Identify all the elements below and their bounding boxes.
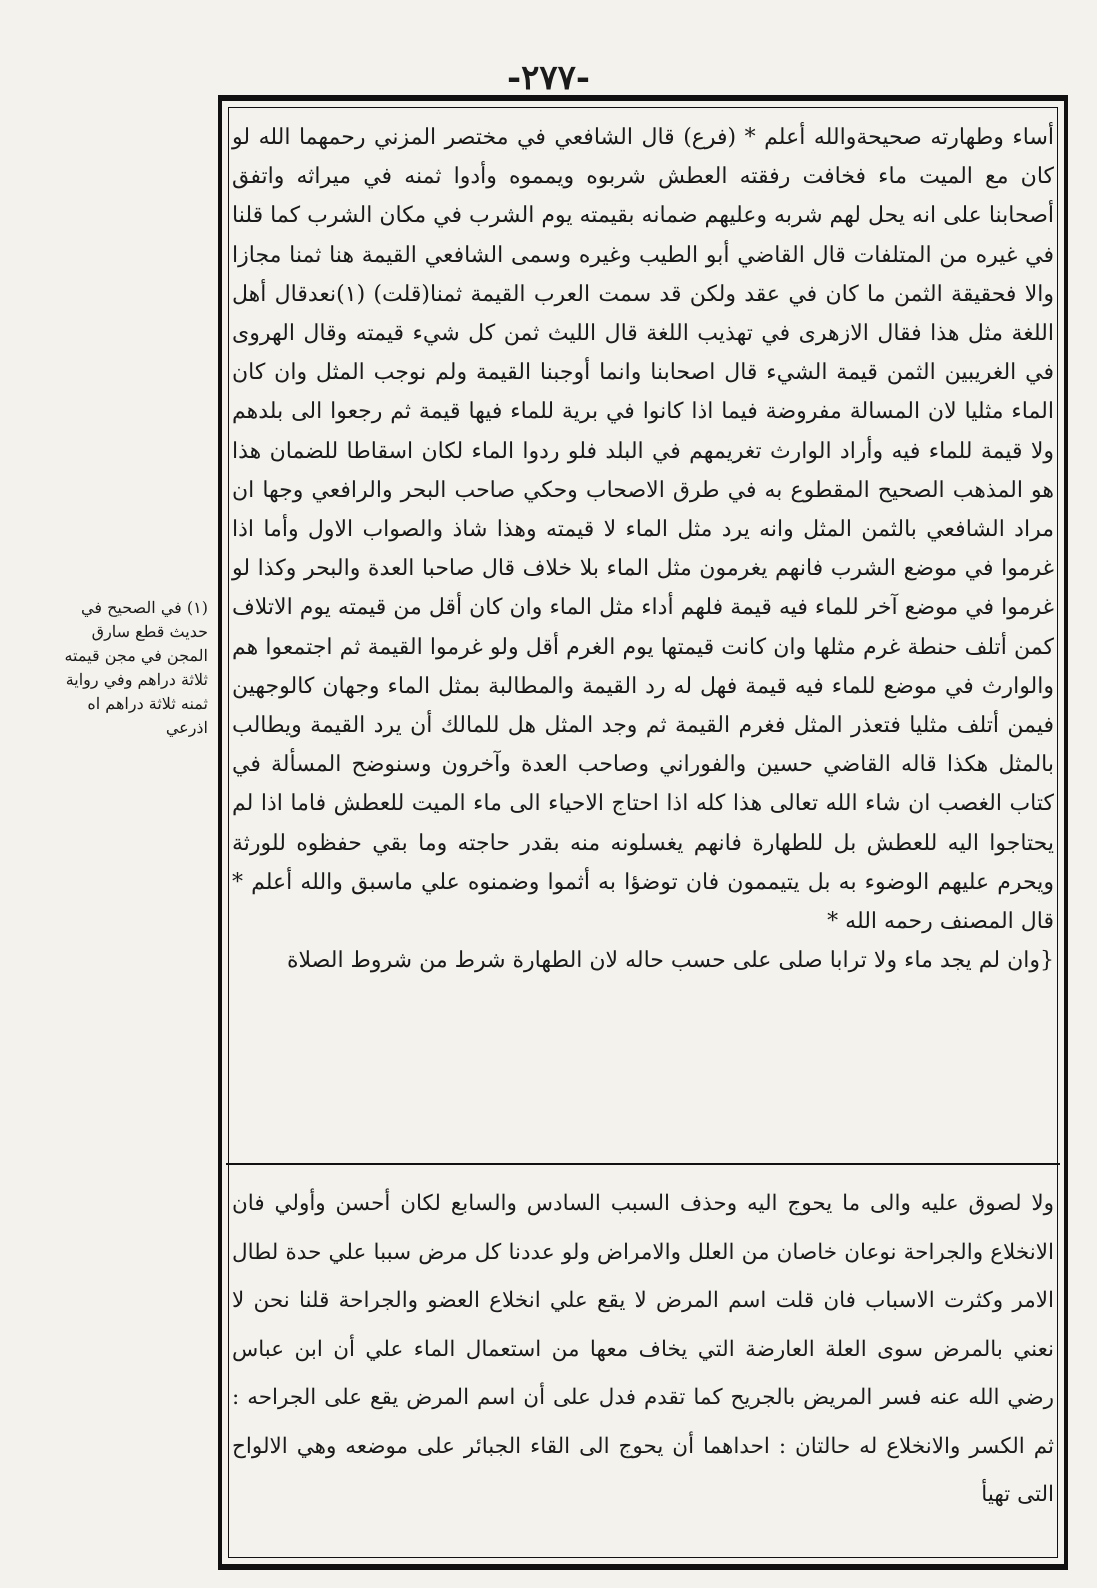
margin-note: (١) في الصحيح في حديث قطع سارق المجن في مجن قيمته ثلاثة دراهم وفي رواية ثمنه ثلاثة دراهم اه اذرعي — [64, 598, 208, 737]
commentary-text — [232, 1180, 1054, 1560]
divider-line — [226, 1163, 1060, 1165]
commentary-paragraph: ولا لصوق عليه والى ما يحوج اليه وحذف السبب السادس والسابع لكان أحسن وأولي فان الانخلاع والجراحة نوعان خاصان من العلل والامراض ولو عددنا كل مرض سببا علي حدة لطال الامر وكثرت الاسباب فان قلت اسم المرض لا يقع علي انخلاع العضو والجراحة قلنا نحن لا نعني بالمرض سوى العلة العارضة التي يخاف معها من استعمال الماء علي أن ابن عباس رضي الله عنه فسر المريض بالجريح كما تقدم فدل على أن اسم المرض يقع على الجراحه : ثم الكسر والانخلاع له حالتان : احداهما أن يحوج الى القاء الجبائر على موضعه وهي الالواح التى تهيأ — [232, 1191, 1054, 1507]
main-text — [232, 118, 1054, 1158]
page-number: -٢٧٧- — [506, 58, 591, 98]
main-paragraph-last: {وان لم يجد ماء ولا ترابا صلى على حسب حاله لان الطهارة شرط من شروط الصلاة — [287, 948, 1054, 974]
main-paragraph: أساء وطهارته صحيحةوالله أعلم * (فرع) قال الشافعي في مختصر المزني رحمهما الله لو كان مع الميت ماء فخافت رفقته العطش شربوه ويمموه وأدوا ثمنه في ميراثه واتفق أصحابنا على انه يحل لهم شربه وعليهم ضمانه بقيمته يوم الشرب في مكان الشرب كما قلنا في غيره من المتلفات قال القاضي أبو الطيب وغيره وسمى الشافعي القيمة هنا ثمنا مجازا والا فحقيقة الثمن ما كان في عقد ولكن قد سمت العرب القيمة ثمنا(قلت) (١)نعدقال أهل اللغة مثل هذا فقال الازهرى في تهذيب اللغة قال الليث ثمن كل شيء قيمته وقال الهروى في الغريبين الثمن قيمة الشيء قال اصحابنا وانما أوجبنا القيمة ولم نوجب المثل وان كان الماء مثليا لان المسالة مفروضة فيما اذا كانوا في برية للماء فيها قيمة ثم رجعوا الى بلدهم ولا قيمة للماء فيه وأراد الوارث تغريمهم في البلد فلو ردوا الماء لكان اسقاطا للضمان هذا هو المذهب الصحيح المقطوع به في طرق الاصحاب وحكي صاحب البحر والرافعي وجها ان مراد الشافعي بالثمن المثل وانه يرد مثل الماء لا قيمته وهذا شاذ والصواب الاول وأما اذا غرموا في موضع الشرب فانهم يغرمون مثل الماء بلا خلاف قال صاحبا العدة والبحر وكذا لو غرموا في موضع آخر للماء فيه قيمة فلهم أداء مثل الماء وان كان أقل من قيمته يوم الاتلاف كمن أتلف حنطة غرم مثلها وان كانت قيمتها يوم الغرم أقل ولو غرموا القيمة ثم اجتمعوا هم والوارث في موضع للماء فيه قيمة فهل له رد القيمة والمطالبة بمثل الماء وجهان كالوجهين فيمن أتلف مثليا فتعذر المثل فغرم القيمة ثم وجد المثل هل للمالك أن يرد القيمة ويطالب بالمثل هكذا قاله القاضي حسين والفوراني وصاحب العدة وآخرون وسنوضح المسألة في كتاب الغصب ان شاء الله تعالى هذا كله اذا احتاج الاحياء الى ماء الميت للعطش فاما اذا لم يحتاجوا اليه للعطش بل للطهارة فانهم يغسلونه منه بقدر حاجته وما بقي حفظوه للورثة ويحرم عليهم الوضوء به بل يتيممون فان توضؤا به أثموا وضمنوه علي ماسبق والله أعلم * قال المصنف رحمه الله * — [232, 125, 1055, 935]
